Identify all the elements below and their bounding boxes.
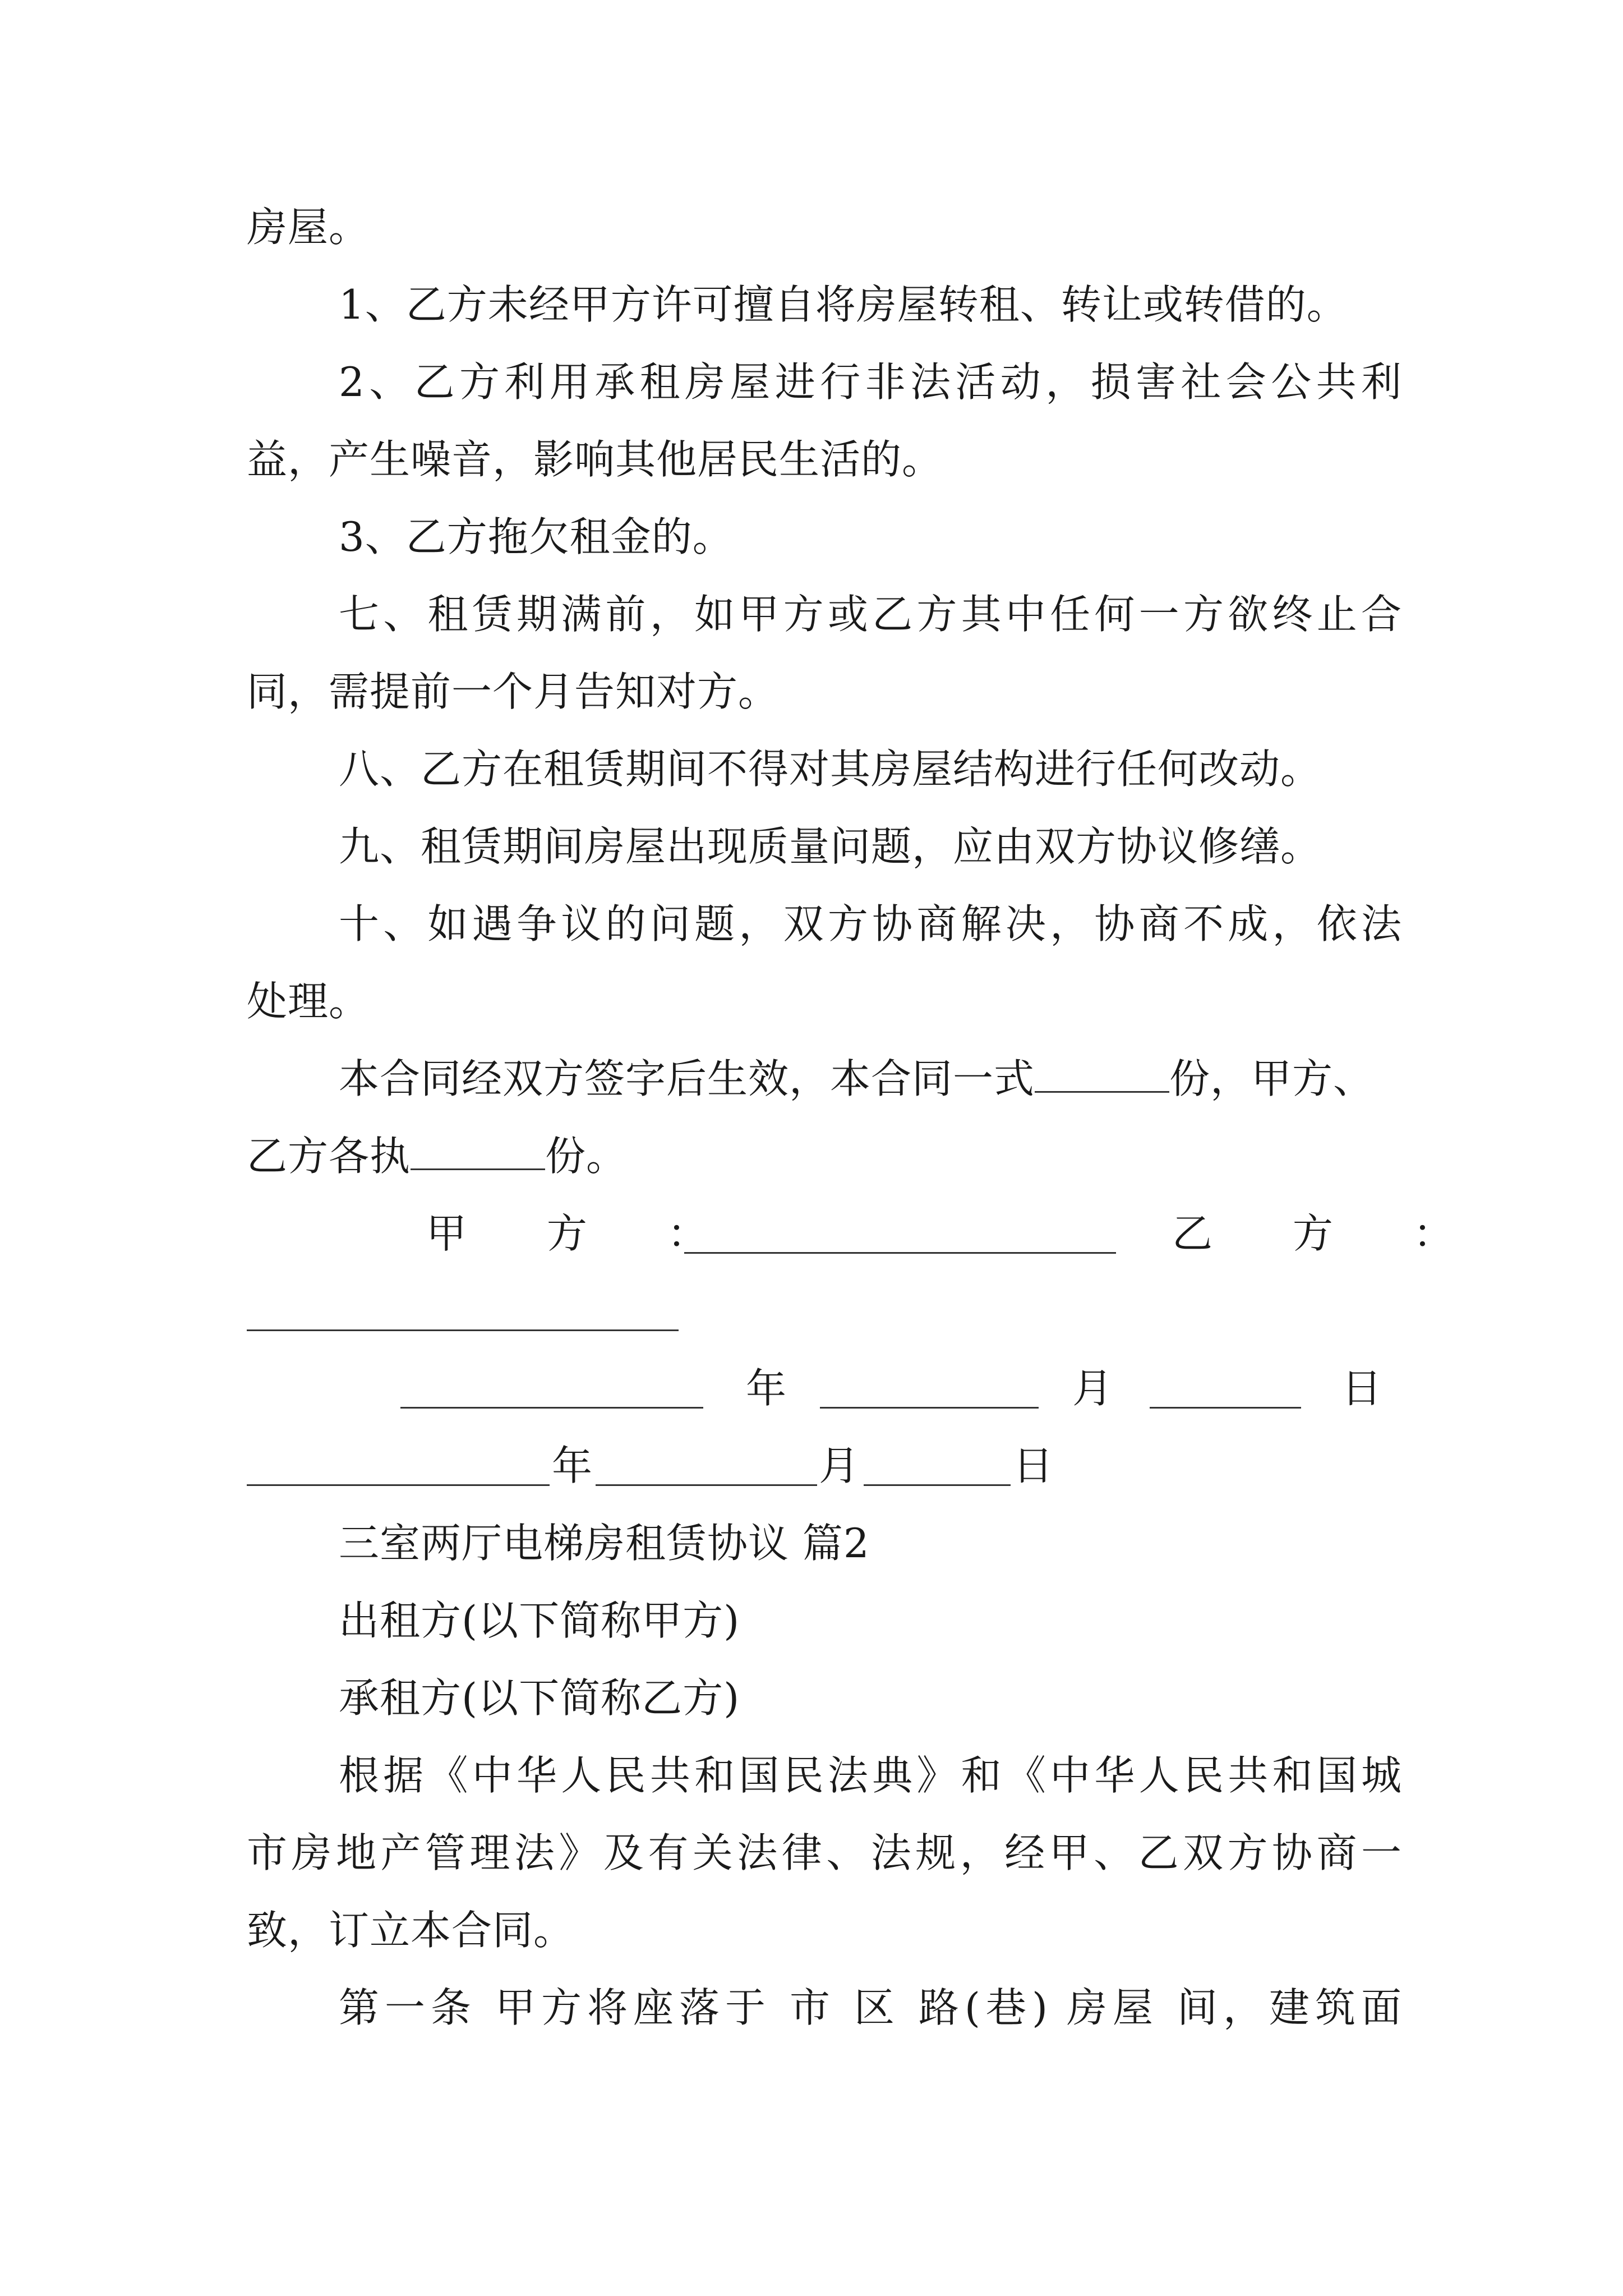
- article-10: 十、如遇争议的问题，双方协商解决，协商不成，依法: [339, 900, 1402, 947]
- day-label-b: 日: [1013, 1442, 1054, 1489]
- day-label-a: 日: [1341, 1365, 1382, 1412]
- year-blank-b[interactable]: [247, 1484, 550, 1486]
- article-1-line: 第一条 甲方将座落于 市 区 路(巷) 房屋 间，建筑面: [339, 1984, 1402, 2031]
- copies-total-blank[interactable]: [1035, 1055, 1169, 1093]
- party-b-signature-blank[interactable]: [247, 1329, 679, 1331]
- signature-row: [0, 1203, 1623, 1264]
- article-10-continued: 处理。: [247, 978, 370, 1025]
- copies-text-2: 份，甲方、: [1169, 1055, 1375, 1102]
- month-label-b: 月: [819, 1442, 860, 1489]
- article-8: 八、乙方在租赁期间不得对其房屋结构进行任何改动。: [339, 746, 1322, 793]
- copies-text-4: 份。: [545, 1133, 628, 1180]
- date-row-party-b: [0, 1435, 1623, 1497]
- copies-line-continued: [247, 1125, 1402, 1187]
- party-a-label: 甲 方 ：: [426, 1210, 741, 1257]
- lessor-line: 出租方(以下简称甲方): [339, 1597, 740, 1644]
- legal-basis-line-2: 市房地产管理法》及有关法律、法规，经甲、乙双方协商一: [247, 1829, 1402, 1876]
- legal-basis-line-3: 致，订立本合同。: [247, 1907, 575, 1954]
- date-row-party-a: [0, 1358, 1623, 1419]
- month-blank-a[interactable]: [820, 1407, 1039, 1409]
- article-7-continued: 同，需提前一个月告知对方。: [247, 668, 780, 715]
- year-blank-a[interactable]: [400, 1407, 703, 1409]
- month-blank-b[interactable]: [596, 1484, 817, 1486]
- party-a-signature-blank[interactable]: [684, 1252, 1116, 1254]
- copies-text-1: 本合同经双方签字后生效，本合同一式: [339, 1055, 1035, 1102]
- clause-2-continued: 益，产生噪音，影响其他居民生活的。: [247, 436, 943, 483]
- text-line: 房屋。: [247, 204, 370, 251]
- copies-text-3: 乙方各执: [247, 1133, 411, 1180]
- party-b-label: 乙 方 ：: [1172, 1210, 1487, 1257]
- clause-2: 2、乙方利用承租房屋进行非法活动，损害社会公共利: [339, 358, 1402, 406]
- clause-3: 3、乙方拖欠租金的。: [339, 513, 734, 560]
- year-label-a: 年: [746, 1365, 787, 1412]
- clause-1: 1、乙方未经甲方许可擅自将房屋转租、转让或转借的。: [339, 281, 1348, 328]
- article-7: 七、租赁期满前，如甲方或乙方其中任何一方欲终止合: [339, 591, 1402, 638]
- day-blank-a[interactable]: [1150, 1407, 1301, 1409]
- article-9: 九、租赁期间房屋出现质量问题，应由双方协议修缮。: [339, 823, 1322, 870]
- lessee-line: 承租方(以下简称乙方): [339, 1674, 740, 1722]
- copies-line: [339, 1048, 1402, 1110]
- legal-basis-line-1: 根据《中华人民共和国民法典》和《中华人民共和国城: [339, 1752, 1402, 1799]
- year-label-b: 年: [552, 1442, 593, 1489]
- copies-each-blank[interactable]: [411, 1133, 545, 1170]
- section-2-title: 三室两厅电梯房租赁协议 篇2: [339, 1520, 870, 1567]
- day-blank-b[interactable]: [864, 1484, 1011, 1486]
- month-label-a: 月: [1072, 1365, 1113, 1412]
